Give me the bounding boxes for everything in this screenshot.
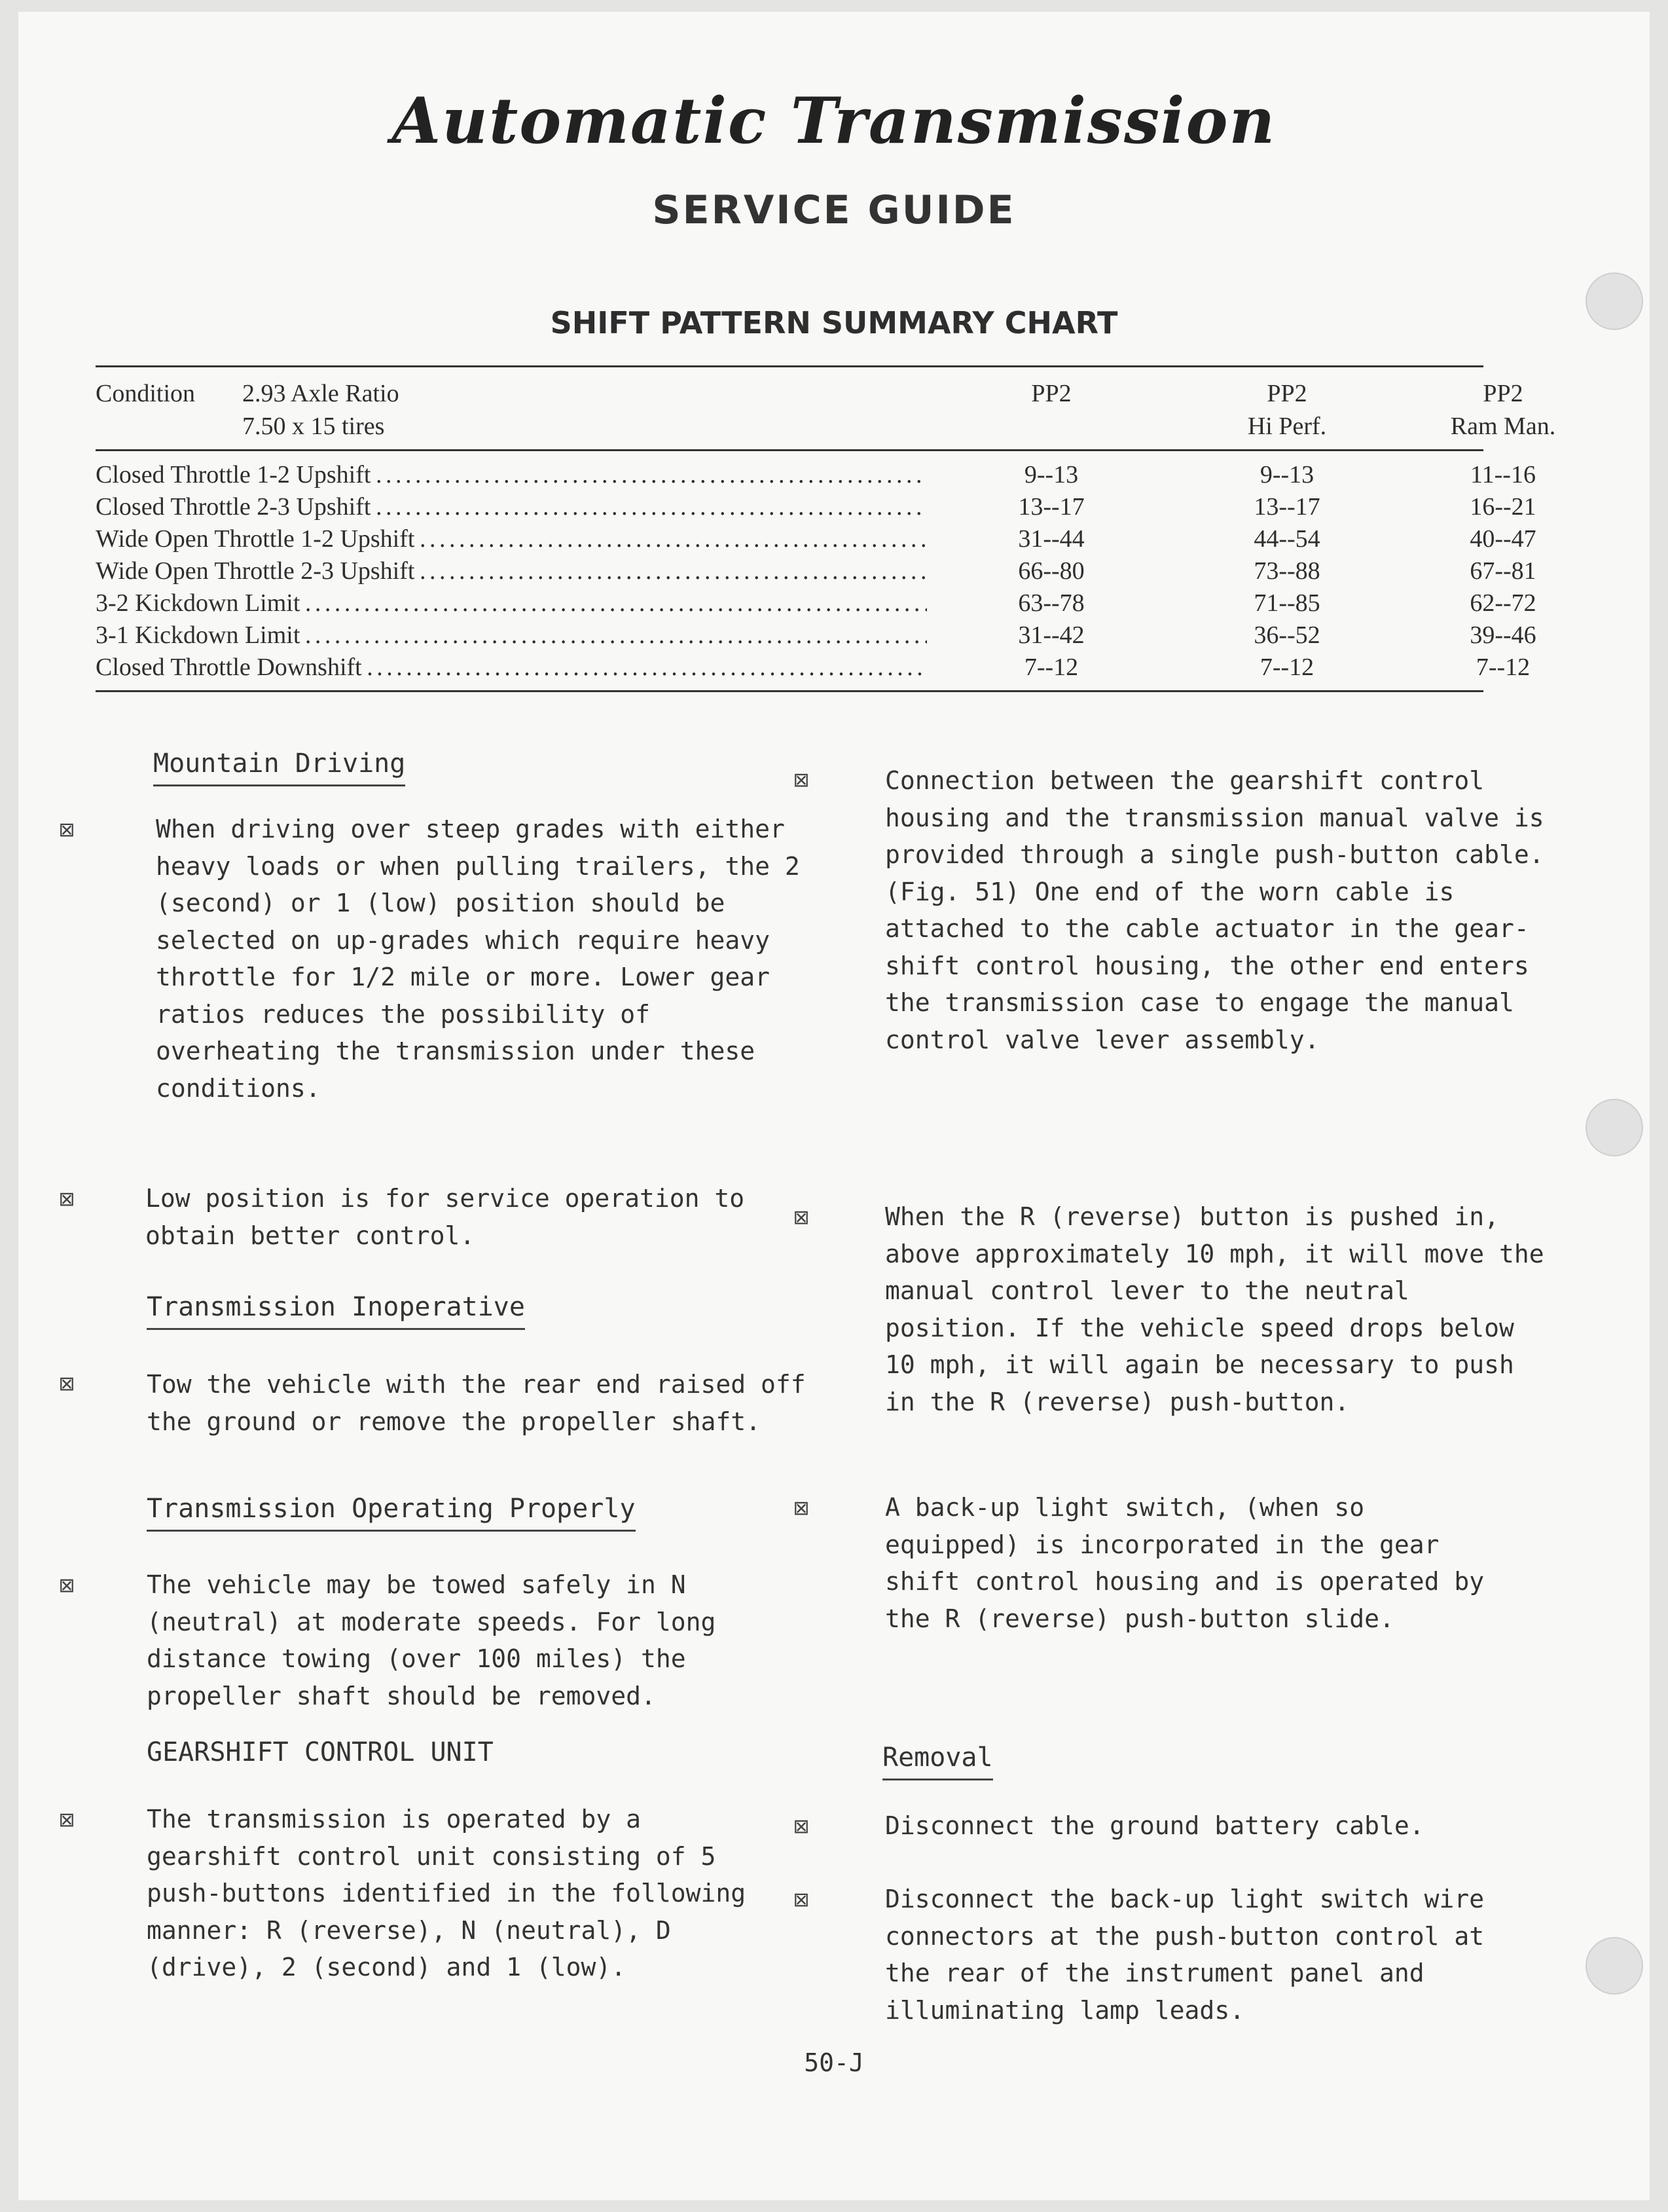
removal-step-2: Disconnect the back-up light switch wire connectors at the push-button control at the rear of the instrument panel and illuminating lamp leads. bbox=[885, 1885, 1485, 2025]
page-number: 50-J bbox=[804, 2048, 864, 2077]
page-subtitle: SERVICE GUIDE bbox=[652, 187, 1016, 233]
document-page bbox=[18, 12, 1650, 2200]
row-value: 73--88 bbox=[1254, 557, 1320, 585]
heading-transmission-inoperative: Transmission Inoperative bbox=[147, 1287, 525, 1330]
binder-hole-middle bbox=[1586, 1099, 1643, 1156]
heading-removal: Removal bbox=[882, 1738, 993, 1780]
table-top-rule bbox=[96, 365, 1483, 367]
row-value: 39--46 bbox=[1470, 621, 1536, 649]
row-value: 66--80 bbox=[1018, 557, 1085, 585]
row-value: 71--85 bbox=[1254, 589, 1320, 617]
removal-step-1: Disconnect the ground battery cable. bbox=[885, 1811, 1424, 1840]
row-value: 13--17 bbox=[1254, 493, 1320, 521]
bullet-marker: ⊠ bbox=[58, 1188, 75, 1211]
table-row bbox=[96, 587, 1536, 619]
inoperative-text: Tow the vehicle with the rear end raised off the ground or remove the propeller shaft. bbox=[147, 1370, 806, 1436]
bullet-marker: ⊠ bbox=[58, 1574, 75, 1597]
mountain-driving-text: When driving over steep grades with either heavy loads or when pulling trailers, the 2 (second) or 1 (low) position should be selected on up-grades which require heavy throttle for 1/2 mile or more. Lower gear ratios reduces the possibility of overheating the transmission under these conditions. bbox=[156, 815, 800, 1103]
row-label: Closed Throttle Downshift . . . bbox=[96, 651, 927, 684]
binder-hole-bottom bbox=[1586, 1937, 1643, 1995]
low-position-text: Low position is for service operation to obtain better control. bbox=[145, 1184, 745, 1250]
heading-gearshift-control-unit: GEARSHIFT CONTROL UNIT bbox=[147, 1737, 494, 1767]
row-value: 7--12 bbox=[1476, 654, 1531, 681]
row-value: 13--17 bbox=[1018, 493, 1085, 521]
bullet-marker: ⊠ bbox=[793, 1206, 810, 1229]
row-value: 44--54 bbox=[1254, 525, 1320, 553]
axle-ratio: 2.93 Axle Ratio bbox=[242, 380, 399, 407]
row-value: 9--13 bbox=[1260, 461, 1314, 488]
backup-light-text: A back-up light switch, (when so equipped) is incorporated in the gear shift control housing and is operated by the R (reverse) push-button slide. bbox=[885, 1493, 1485, 1633]
operating-properly-text: The vehicle may be towed safely in N (neutral) at moderate speeds. For long distance towing (over 100 miles) the propeller shaft should be removed. bbox=[147, 1570, 716, 1710]
row-value: 36--52 bbox=[1254, 621, 1320, 649]
table-row bbox=[96, 523, 1536, 555]
page-title: Automatic Transmission bbox=[391, 84, 1277, 158]
row-value: 16--21 bbox=[1470, 493, 1536, 521]
row-value: 63--78 bbox=[1018, 589, 1085, 617]
row-label: 3-2 Kickdown Limit . . . bbox=[96, 587, 927, 619]
row-value: 7--12 bbox=[1260, 654, 1314, 681]
row-label: Wide Open Throttle 2-3 Upshift . . . bbox=[96, 555, 927, 587]
row-label: Closed Throttle 1-2 Upshift . . . bbox=[96, 458, 927, 491]
table-row bbox=[96, 490, 1536, 523]
table-row bbox=[96, 555, 1536, 587]
row-label: 3-1 Kickdown Limit . . . bbox=[96, 619, 927, 652]
gearshift-control-text: The transmission is operated by a gearshift control unit consisting of 5 push-buttons identified in the following manner: R (reverse), N (neutral), D (drive), 2 (second) and 1 (low). bbox=[147, 1805, 746, 1982]
table-header-rule bbox=[96, 449, 1483, 451]
connection-text: Connection between the gearshift control housing and the transmission manual valve is provided through a single push-button cable. (Fig. 51) One end of the worn cable is attached to the cable actuator in the gear-shift control housing, the other end enters the transmission case to engage the manual control valve lever assembly. bbox=[885, 766, 1544, 1054]
table-row bbox=[96, 651, 1531, 684]
row-label: Closed Throttle 2-3 Upshift . . . bbox=[96, 490, 927, 523]
bullet-marker: ⊠ bbox=[793, 769, 810, 792]
bullet-marker: ⊠ bbox=[793, 1497, 810, 1520]
row-value: 62--72 bbox=[1470, 589, 1536, 617]
column-header-pp2: PP2 bbox=[1031, 380, 1072, 407]
tire-size: 7.50 x 15 tires bbox=[242, 413, 385, 440]
table-condition-header bbox=[96, 377, 399, 443]
row-value: 7--12 bbox=[1024, 654, 1079, 681]
table-row bbox=[96, 619, 1536, 652]
bullet-marker: ⊠ bbox=[58, 819, 75, 841]
bullet-marker: ⊠ bbox=[58, 1373, 75, 1395]
table-row bbox=[96, 458, 1536, 491]
chart-title: SHIFT PATTERN SUMMARY CHART bbox=[550, 305, 1118, 341]
table-bottom-rule bbox=[96, 690, 1483, 692]
heading-transmission-operating-properly: Transmission Operating Properly bbox=[147, 1489, 636, 1532]
bullet-marker: ⊠ bbox=[58, 1809, 75, 1832]
heading-mountain-driving: Mountain Driving bbox=[153, 744, 405, 786]
reverse-button-text: When the R (reverse) button is pushed in, above approximately 10 mph, it will move the manual control lever to the neutral position. If the vehicle speed drops below 10 mph, it will again be necessary to push in the R (reverse) push-button. bbox=[885, 1202, 1544, 1416]
row-value: 9--13 bbox=[1024, 461, 1079, 488]
column-header-pp2-hi-perf: PP2 Hi Perf. bbox=[1247, 380, 1327, 440]
condition-label: Condition bbox=[96, 380, 196, 407]
column-header-pp2-ram-man: PP2 Ram Man. bbox=[1450, 380, 1556, 440]
bullet-marker: ⊠ bbox=[793, 1815, 810, 1838]
row-value: 67--81 bbox=[1470, 557, 1536, 585]
row-value: 31--44 bbox=[1018, 525, 1085, 553]
row-label: Wide Open Throttle 1-2 Upshift . . . bbox=[96, 523, 927, 555]
row-value: 11--16 bbox=[1470, 461, 1536, 488]
row-value: 31--42 bbox=[1018, 621, 1085, 649]
bullet-marker: ⊠ bbox=[793, 1889, 810, 1911]
row-value: 40--47 bbox=[1470, 525, 1536, 553]
